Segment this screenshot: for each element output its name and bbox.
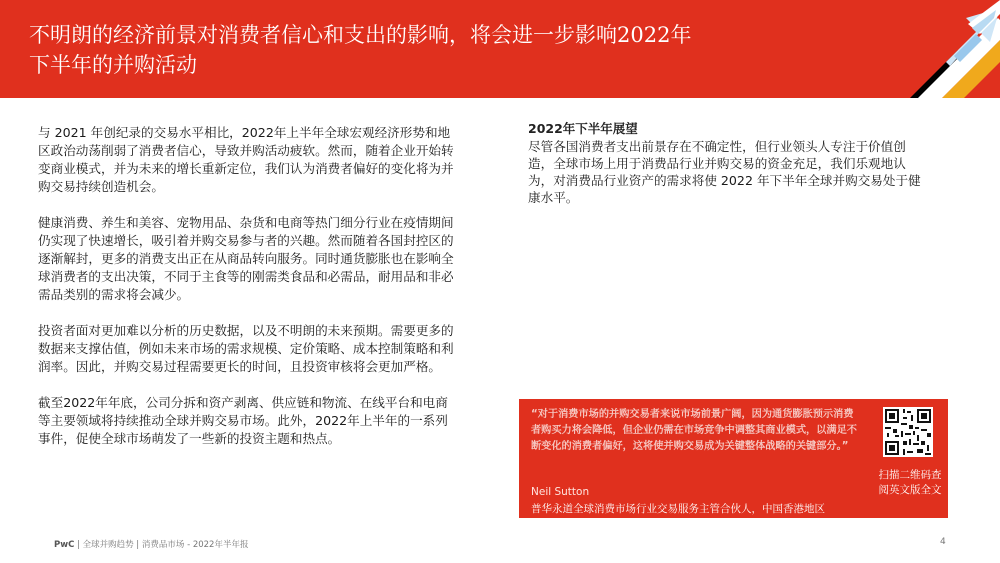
paragraph: 健康消费、养生和美容、宠物用品、杂货和电商等热门细分行业在疫情期间仍实现了快速增长，吸引着并购交易参与者的兴趣。然而随着各国封控区的逐渐解封，更多的消费支出正在从商品转向服务。同时通货膨胀也在影响全球消费者的支出决策，不同于主食等的刚需类食品和必需品，耐用品和非必需品类别的需求将会减少。 — [38, 215, 454, 302]
outlook-heading: 2022年下半年展望 — [528, 121, 638, 136]
outlook-section — [528, 120, 928, 206]
page-title-line-2: 下半年的并购活动 — [29, 53, 197, 77]
footer — [54, 538, 248, 550]
quote-box — [519, 399, 948, 518]
paragraph: 与 2021 年创纪录的交易水平相比，2022年上半年全球宏观经济形势和地区政治动荡削弱了消费者信心，导致并购活动疲软。然而，随着企业开始转变商业模式，并为未来的增长重新定位，我们认为消费者偏好的变化将为并购交易持续创造机会。 — [38, 125, 454, 194]
footer-brand: PwC — [54, 540, 75, 550]
qr-caption: 扫描二维码查阅英文版全文 — [878, 469, 942, 496]
quote-author: Neil Sutton — [531, 486, 590, 498]
quote-text: “对于消费市场的并购交易者来说市场前景广阔，因为通货膨胀预示消费者购买力将会降低，但企业仍需在市场竞争中调整其商业模式，以满足不断变化的消费者偏好，这将使并购交易成为关键整体战略的关键部分。” — [531, 409, 857, 452]
header-banner — [0, 0, 1000, 98]
page-number: 4 — [940, 537, 946, 547]
page-title-line-1: 不明朗的经济前景对消费者信心和支出的影响，将会进一步影响2022年 — [29, 23, 692, 47]
arrow-graphic-icon — [850, 0, 1000, 98]
paragraph: 截至2022年年底，公司分拆和资产剥离、供应链和物流、在线平台和电商等主要领域将持续推动全球并购交易市场。此外，2022年上半年的一系列事件，促使全球市场萌发了一些新的投资主题和热点。 — [38, 395, 448, 446]
page-title — [29, 20, 789, 80]
footer-text: | 全球并购趋势 | 消费品市场 - 2022年半年报 — [74, 540, 249, 550]
qr-code-icon[interactable] — [883, 407, 933, 457]
quote-author-role: 普华永道全球消费市场行业交易服务主管合伙人，中国香港地区 — [531, 503, 825, 515]
paragraph: 投资者面对更加难以分析的历史数据，以及不明朗的未来预期。需要更多的数据来支撑估值，例如未来市场的需求规模、定价策略、成本控制策略和利润率。因此，并购交易过程需要更长的时间，且投资审核将会更加严格。 — [38, 323, 454, 374]
main-text-column — [38, 124, 460, 466]
outlook-body: 尽管各国消费者支出前景存在不确定性，但行业领头人专注于价值创造，全球市场上用于消费品行业并购交易的资金充足，我们乐观地认为，对消费品行业资产的需求将使 2022 年下半年全球并购交易处于健康水平。 — [528, 139, 921, 205]
